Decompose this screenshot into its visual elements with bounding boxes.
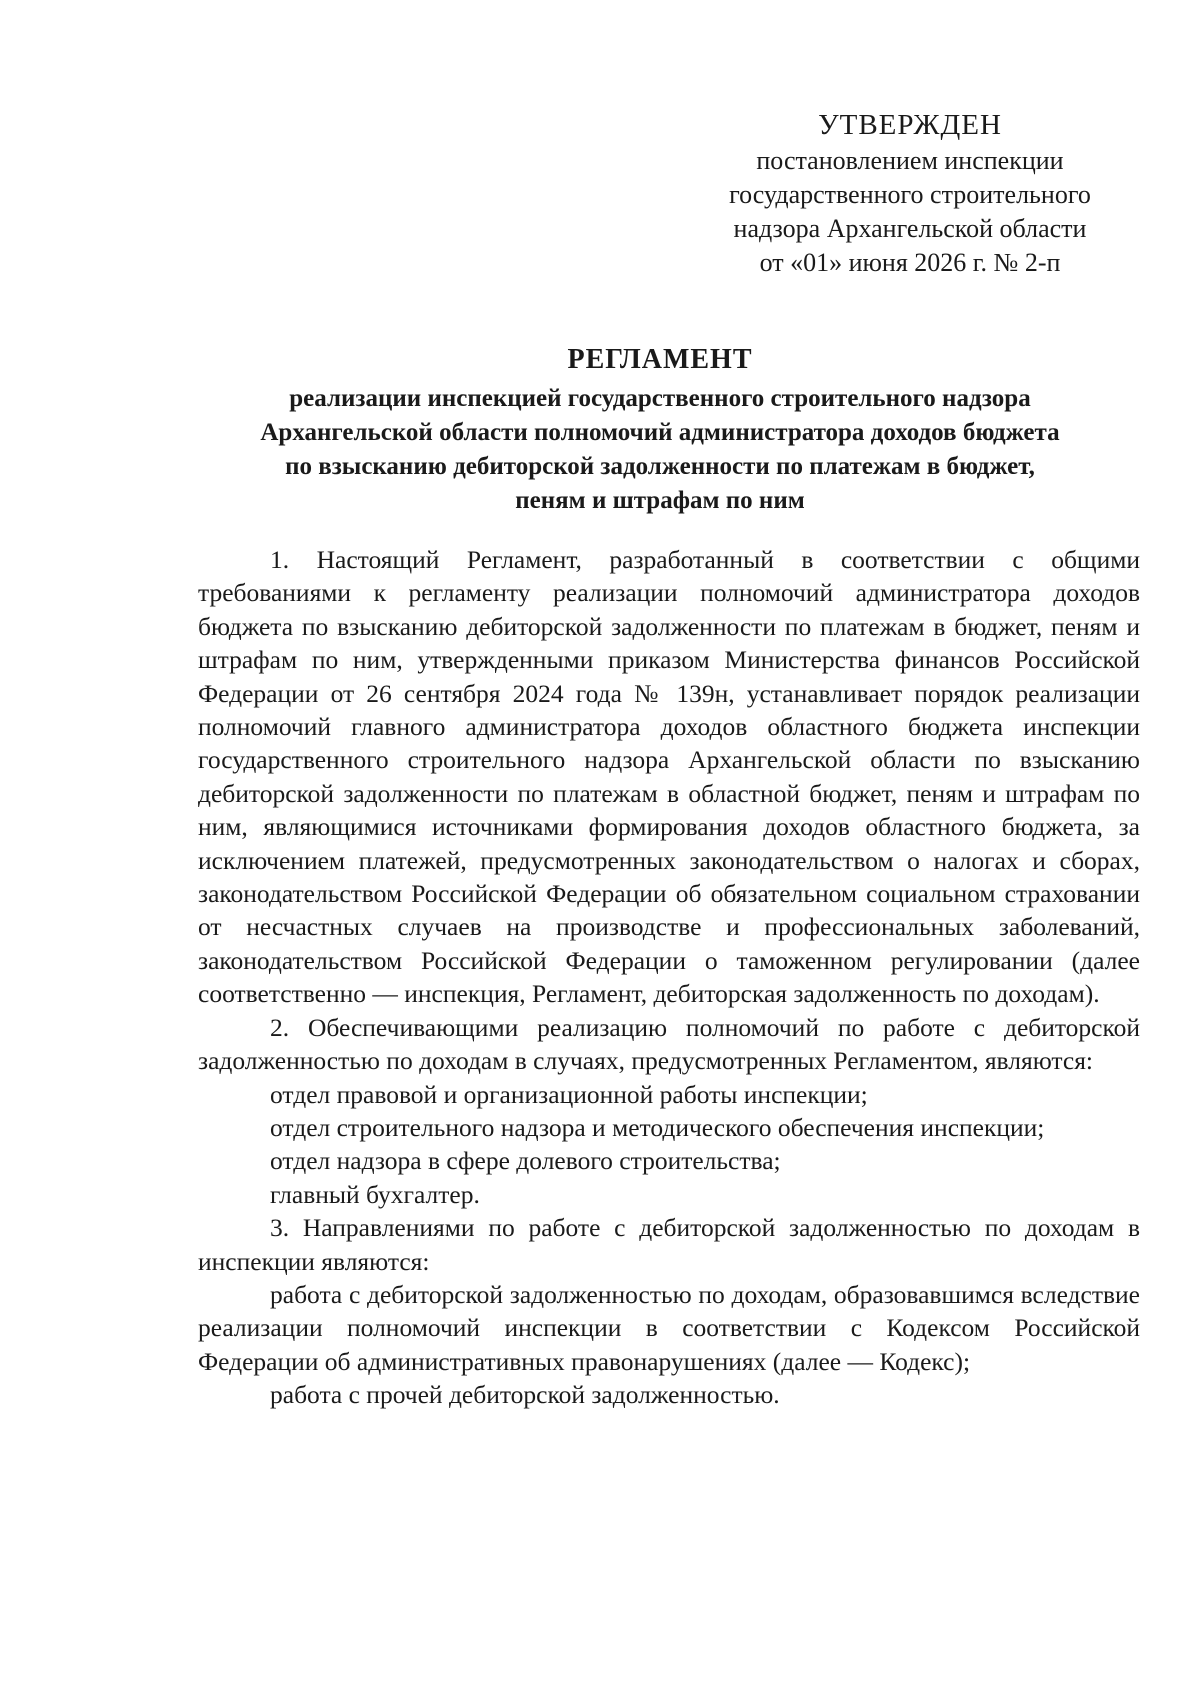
document-body	[198, 543, 1140, 1412]
approval-date-line: от «01» июня 2026 г. № 2-п	[759, 248, 1061, 277]
paragraph-1: 1. Настоящий Регламент, разработанный в соответствии с общими требованиями к регламенту реализации полномочий администратора доходов бюджета по взысканию дебиторской задолженности по платежам в бюджет, пеням и штрафам по ним, утвержденными приказом Министерства финансов Российской Федерации от 26 сентября 2024 года № 139н, устанавливает порядок реализации полномочий главного администратора доходов областного бюджета инспекции государственного строительного надзора Архангельской области по взысканию дебиторской задолженности по платежам в областной бюджет, пеням и штрафам по ним, являющимися источниками формирования доходов областного бюджета, за исключением платежей, предусмотренных законодательством о налогах и сборах, законодательством Российской Федерации об обязательном социальном страховании от несчастных случаев на производстве и профессиональных заболеваний, законодательством Российской Федерации о таможенном регулировании (далее соответственно — инспекция, Регламент, дебиторская задолженность по доходам).	[198, 545, 1140, 1009]
paragraph-2: 2. Обеспечивающими реализацию полномочий по работе с дебиторской задолженностью по доходам в случаях, предусмотренных Регламентом, являются:	[198, 1012, 1140, 1076]
approval-stamp	[700, 108, 1120, 280]
paragraph-3-item: работа с прочей дебиторской задолженностью.	[270, 1380, 780, 1410]
document-subtitle-line: реализации инспекцией государственного строительного надзора	[289, 385, 1031, 412]
paragraph-3-item: работа с дебиторской задолженностью по доходам, образовавшимся вследствие реализации полномочий инспекции в соответствии с Кодексом Российской Федерации об административных правонарушениях (далее — Кодекс);	[198, 1279, 1140, 1376]
document-subtitle-line: пеням и штрафам по ним	[515, 487, 805, 514]
paragraph-2-item: главный бухгалтер.	[270, 1179, 480, 1209]
approval-line: постановлением инспекции	[756, 146, 1064, 175]
approval-title: УТВЕРЖДЕН	[818, 109, 1002, 141]
document-title-block	[190, 340, 1130, 518]
approval-line: государственного строительного	[729, 180, 1091, 209]
paragraph-3: 3. Направлениями по работе с дебиторской задолженностью по доходам в инспекции являются:	[198, 1213, 1140, 1276]
document-type-heading: РЕГЛАМЕНТ	[567, 344, 753, 375]
paragraph-2-item: отдел надзора в сфере долевого строительства;	[270, 1146, 781, 1176]
document-subtitle-line: по взысканию дебиторской задолженности по платежам в бюджет,	[285, 453, 1035, 480]
paragraph-2-item: отдел строительного надзора и методического обеспечения инспекции;	[270, 1112, 1045, 1142]
approval-line: надзора Архангельской области	[733, 214, 1087, 243]
document-subtitle-line: Архангельской области полномочий администратора доходов бюджета	[260, 419, 1060, 446]
paragraph-2-item: отдел правовой и организационной работы инспекции;	[270, 1079, 868, 1109]
